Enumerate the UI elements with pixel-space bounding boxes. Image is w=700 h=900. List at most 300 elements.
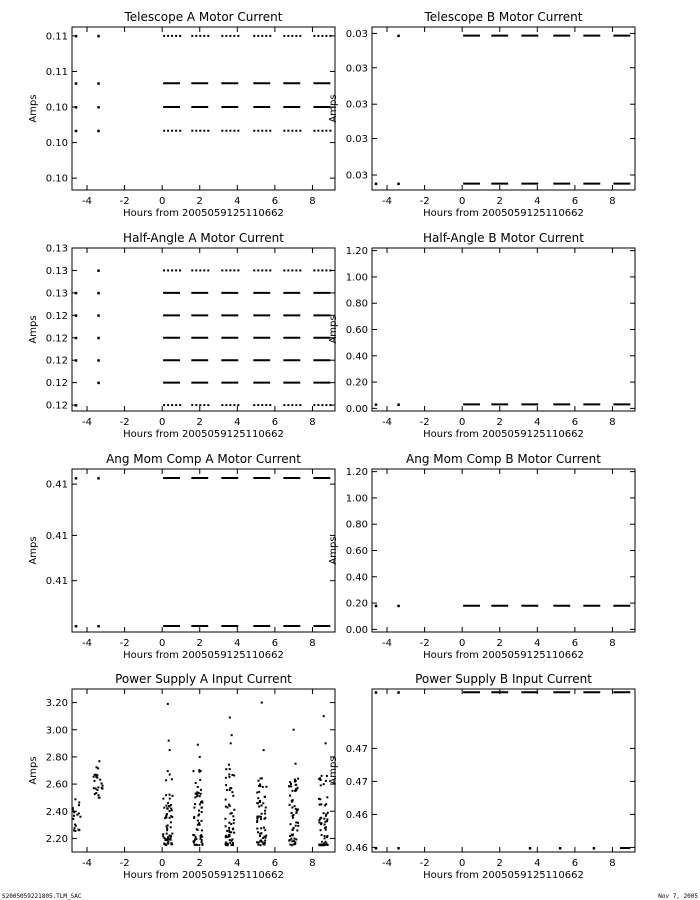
- data-point: [75, 359, 78, 362]
- data-point: [167, 269, 169, 271]
- data-point: [323, 818, 325, 820]
- data-point: [299, 404, 301, 406]
- x-tick-label: -4: [82, 858, 93, 869]
- data-point: [77, 829, 79, 831]
- data-point: [195, 782, 197, 784]
- data-point: [198, 792, 200, 794]
- x-tick-label: -4: [382, 858, 393, 869]
- x-tick-label: 6: [571, 196, 579, 207]
- plot-frame: [72, 689, 335, 852]
- data-point: [167, 130, 169, 132]
- data-point: [201, 829, 203, 831]
- data-point: [232, 828, 234, 830]
- data-point: [193, 816, 195, 818]
- plot-frame: [72, 469, 335, 632]
- data-point: [321, 775, 323, 777]
- data-point: [171, 404, 173, 406]
- data-point: [265, 837, 267, 839]
- data-point: [294, 805, 296, 807]
- data-point: [229, 768, 231, 770]
- data-point: [375, 183, 378, 186]
- data-point: [221, 130, 223, 132]
- data-point: [326, 843, 328, 845]
- data-point: [75, 292, 78, 295]
- data-point: [324, 823, 326, 825]
- data-point: [167, 836, 169, 838]
- y-tick-label: 0.60: [345, 325, 368, 336]
- data-point: [203, 35, 205, 37]
- x-axis-label: Hours from 2005059125110662: [123, 870, 284, 881]
- x-tick-label: -4: [382, 638, 393, 649]
- data-point: [233, 35, 235, 37]
- data-point: [265, 835, 267, 837]
- data-point: [326, 818, 328, 820]
- data-point: [320, 784, 322, 786]
- data-point: [313, 130, 315, 132]
- chart-panel-2: [328, 10, 635, 219]
- data-point: [179, 35, 181, 37]
- y-tick-label: 0.03: [345, 170, 368, 182]
- data-point: [200, 801, 202, 803]
- data-point: [200, 834, 202, 836]
- data-point: [95, 792, 97, 794]
- data-point: [98, 760, 100, 762]
- data-point: [295, 812, 297, 814]
- data-point: [199, 824, 201, 826]
- data-point: [324, 837, 326, 839]
- data-point: [162, 833, 164, 835]
- x-tick-label: 6: [571, 638, 579, 649]
- data-point: [287, 404, 289, 406]
- data-point: [233, 404, 235, 406]
- data-point: [257, 269, 259, 271]
- data-point: [199, 779, 201, 781]
- data-point: [256, 828, 258, 830]
- data-point: [313, 269, 315, 271]
- data-point: [224, 818, 226, 820]
- data-point: [207, 269, 209, 271]
- x-tick-label: 0: [158, 638, 166, 649]
- chart-title: Telescope B Motor Current: [424, 10, 583, 24]
- y-tick-label: 0.11: [45, 66, 68, 78]
- data-point: [192, 770, 194, 772]
- data-point: [101, 782, 103, 784]
- data-point: [265, 806, 267, 808]
- y-tick-label: 0.03: [345, 28, 368, 40]
- data-point: [97, 337, 100, 340]
- plot-frame: [372, 27, 635, 190]
- y-tick-label: 3.20: [45, 698, 68, 710]
- data-point: [318, 798, 320, 800]
- y-tick-label: 0.20: [345, 598, 368, 610]
- data-point: [75, 35, 78, 38]
- x-tick-label: 8: [309, 638, 316, 649]
- data-point: [375, 403, 378, 406]
- data-point: [256, 819, 258, 821]
- chart-title: Power Supply B Input Current: [415, 672, 592, 686]
- data-point: [199, 130, 201, 132]
- y-tick-label: 1.20: [345, 467, 368, 479]
- x-tick-label: 0: [458, 417, 466, 428]
- x-tick-label: -4: [382, 417, 393, 428]
- data-point: [264, 813, 266, 815]
- data-point: [95, 788, 97, 790]
- chart-title: Ang Mom Comp A Motor Current: [106, 452, 301, 466]
- data-point: [225, 843, 227, 845]
- data-point: [292, 817, 294, 819]
- data-point: [264, 840, 266, 842]
- data-point: [283, 404, 285, 406]
- data-point: [261, 805, 263, 807]
- data-point: [253, 269, 255, 271]
- data-point: [299, 269, 301, 271]
- data-point: [229, 789, 231, 791]
- data-point: [171, 816, 173, 818]
- data-point: [171, 130, 173, 132]
- data-point: [269, 35, 271, 37]
- y-tick-label: 0.80: [345, 298, 368, 310]
- x-tick-label: 0: [158, 858, 166, 869]
- data-point: [97, 269, 100, 272]
- data-point: [233, 819, 235, 821]
- x-axis-label: Hours from 2005059125110662: [123, 429, 284, 440]
- data-point: [221, 269, 223, 271]
- data-point: [75, 130, 78, 133]
- x-tick-label: 2: [496, 858, 503, 869]
- data-point: [237, 269, 239, 271]
- y-tick-label: 2.60: [45, 779, 68, 791]
- data-point: [295, 825, 297, 827]
- data-point: [237, 35, 239, 37]
- data-point: [201, 841, 203, 843]
- y-tick-label: 0.13: [45, 288, 68, 300]
- data-point: [226, 844, 228, 846]
- data-point: [191, 130, 193, 132]
- x-tick-label: -2: [419, 417, 430, 428]
- data-point: [195, 130, 197, 132]
- x-tick-label: 4: [534, 196, 541, 207]
- data-point: [318, 843, 320, 845]
- data-point: [292, 834, 294, 836]
- data-point: [265, 35, 267, 37]
- data-point: [295, 784, 297, 786]
- data-point: [321, 130, 323, 132]
- x-tick-label: 8: [609, 417, 616, 428]
- data-point: [194, 796, 196, 798]
- x-tick-label: 8: [309, 417, 316, 428]
- data-point: [229, 35, 231, 37]
- data-point: [229, 269, 231, 271]
- x-tick-label: 4: [534, 417, 541, 428]
- x-tick-label: -2: [119, 417, 130, 428]
- data-point: [295, 838, 297, 840]
- data-point: [197, 815, 199, 817]
- data-point: [191, 269, 193, 271]
- data-point: [78, 801, 80, 803]
- data-point: [166, 813, 168, 815]
- data-point: [233, 130, 235, 132]
- data-point: [225, 799, 227, 801]
- data-point: [229, 787, 231, 789]
- data-point: [326, 835, 328, 837]
- y-tick-label: 0.41: [45, 576, 68, 588]
- data-point: [265, 269, 267, 271]
- footer-date: Nov 7, 2005: [658, 893, 698, 900]
- data-point: [293, 840, 295, 842]
- data-point: [329, 35, 331, 37]
- x-tick-label: 2: [196, 858, 203, 869]
- y-axis-label: Amps: [328, 315, 339, 344]
- data-point: [323, 783, 325, 785]
- y-tick-label: 0.47: [345, 776, 368, 788]
- data-point: [171, 809, 173, 811]
- data-point: [225, 806, 227, 808]
- data-point: [295, 269, 297, 271]
- x-tick-label: 4: [534, 858, 541, 869]
- data-point: [75, 625, 78, 628]
- data-point: [221, 35, 223, 37]
- data-point: [171, 778, 173, 780]
- data-point: [207, 404, 209, 406]
- data-point: [162, 798, 164, 800]
- data-point: [289, 804, 291, 806]
- y-axis-label: Amps: [328, 94, 339, 123]
- plot-frame: [372, 469, 635, 632]
- y-tick-label: 0.20: [345, 377, 368, 389]
- y-tick-label: 1.20: [345, 246, 368, 258]
- data-point: [195, 404, 197, 406]
- data-point: [199, 756, 201, 758]
- data-point: [227, 807, 229, 809]
- data-point: [288, 840, 290, 842]
- data-point: [265, 130, 267, 132]
- data-point: [257, 404, 259, 406]
- data-point: [166, 833, 168, 835]
- data-point: [199, 269, 201, 271]
- y-tick-label: 0.13: [45, 243, 68, 255]
- x-tick-label: 4: [234, 638, 241, 649]
- data-point: [192, 834, 194, 836]
- data-point: [163, 837, 165, 839]
- x-axis-label: Hours from 2005059125110662: [123, 208, 284, 219]
- data-point: [225, 35, 227, 37]
- data-point: [99, 797, 101, 799]
- data-point: [291, 829, 293, 831]
- data-point: [329, 269, 331, 271]
- y-tick-label: 0.46: [345, 809, 368, 821]
- data-point: [194, 803, 196, 805]
- y-tick-label: 0.46: [345, 842, 368, 854]
- data-point: [269, 130, 271, 132]
- data-point: [321, 35, 323, 37]
- data-point: [179, 269, 181, 271]
- data-point: [323, 812, 325, 814]
- data-point: [233, 809, 235, 811]
- data-point: [321, 841, 323, 843]
- x-tick-label: 4: [534, 638, 541, 649]
- data-point: [167, 802, 169, 804]
- data-point: [162, 835, 164, 837]
- data-point: [233, 832, 235, 834]
- data-point: [292, 799, 294, 801]
- chart-title: Ang Mom Comp B Motor Current: [406, 452, 601, 466]
- chart-panel-6: [328, 452, 635, 661]
- data-point: [201, 820, 203, 822]
- data-point: [258, 806, 260, 808]
- data-point: [166, 828, 168, 830]
- data-point: [169, 810, 171, 812]
- data-point: [79, 816, 81, 818]
- data-point: [323, 715, 325, 717]
- data-point: [75, 825, 77, 827]
- x-axis-label: Hours from 2005059125110662: [423, 429, 584, 440]
- data-point: [269, 269, 271, 271]
- data-point: [264, 817, 266, 819]
- data-point: [228, 822, 230, 824]
- data-point: [199, 795, 201, 797]
- data-point: [258, 791, 260, 793]
- data-point: [559, 847, 562, 850]
- data-point: [325, 130, 327, 132]
- data-point: [203, 404, 205, 406]
- data-point: [257, 35, 259, 37]
- data-point: [97, 106, 100, 109]
- data-point: [225, 836, 227, 838]
- data-point: [261, 702, 263, 704]
- y-axis-label: Amps: [28, 315, 39, 344]
- data-point: [283, 269, 285, 271]
- data-point: [167, 703, 169, 705]
- data-point: [317, 130, 319, 132]
- data-point: [93, 776, 95, 778]
- data-point: [203, 269, 205, 271]
- data-point: [232, 842, 234, 844]
- data-point: [326, 820, 328, 822]
- x-tick-label: 2: [196, 638, 203, 649]
- data-point: [97, 314, 100, 317]
- data-point: [397, 605, 400, 608]
- x-tick-label: 8: [609, 858, 616, 869]
- data-point: [291, 790, 293, 792]
- data-point: [75, 82, 78, 85]
- x-tick-label: -2: [419, 638, 430, 649]
- data-point: [295, 35, 297, 37]
- data-point: [325, 742, 327, 744]
- data-point: [256, 802, 258, 804]
- data-point: [75, 404, 78, 407]
- data-point: [262, 843, 264, 845]
- data-point: [163, 35, 165, 37]
- data-point: [297, 787, 299, 789]
- data-point: [397, 691, 400, 694]
- data-point: [197, 829, 199, 831]
- data-point: [291, 35, 293, 37]
- data-point: [99, 779, 101, 781]
- data-point: [231, 838, 233, 840]
- data-point: [197, 786, 199, 788]
- data-point: [324, 804, 326, 806]
- data-point: [259, 833, 261, 835]
- data-point: [253, 404, 255, 406]
- data-point: [325, 404, 327, 406]
- data-point: [324, 835, 326, 837]
- data-point: [257, 130, 259, 132]
- x-tick-label: 0: [458, 196, 466, 207]
- x-tick-label: 2: [196, 196, 203, 207]
- data-point: [195, 836, 197, 838]
- x-tick-label: 6: [271, 417, 279, 428]
- x-tick-label: 0: [458, 638, 466, 649]
- data-point: [97, 82, 100, 85]
- data-point: [93, 780, 95, 782]
- data-point: [325, 269, 327, 271]
- data-point: [165, 815, 167, 817]
- y-tick-label: 0.12: [45, 310, 68, 322]
- y-tick-label: 0.00: [345, 403, 368, 415]
- x-tick-label: -2: [119, 196, 130, 207]
- y-tick-label: 0.11: [45, 31, 68, 43]
- data-point: [165, 779, 167, 781]
- data-point: [320, 803, 322, 805]
- y-tick-label: 2.20: [45, 833, 68, 845]
- data-point: [259, 800, 261, 802]
- y-axis-label: Amps: [328, 756, 339, 785]
- y-axis-label: Amps: [28, 94, 39, 123]
- data-point: [326, 796, 328, 798]
- data-point: [321, 269, 323, 271]
- data-point: [397, 183, 400, 186]
- plot-frame: [72, 248, 335, 411]
- x-tick-label: -2: [419, 858, 430, 869]
- data-point: [291, 840, 293, 842]
- data-point: [97, 786, 99, 788]
- data-point: [165, 844, 167, 846]
- data-point: [97, 35, 100, 38]
- data-point: [232, 815, 234, 817]
- x-tick-label: 8: [609, 196, 616, 207]
- data-point: [292, 814, 294, 816]
- data-point: [201, 843, 203, 845]
- data-point: [261, 269, 263, 271]
- y-tick-label: 0.41: [45, 479, 68, 491]
- data-point: [321, 844, 323, 846]
- x-axis-label: Hours from 2005059125110662: [423, 870, 584, 881]
- data-point: [263, 827, 265, 829]
- data-point: [319, 818, 321, 820]
- data-point: [253, 35, 255, 37]
- data-point: [375, 691, 378, 694]
- data-point: [257, 844, 259, 846]
- data-point: [259, 785, 261, 787]
- data-point: [199, 803, 201, 805]
- data-point: [196, 793, 198, 795]
- chart-panel-4: [328, 231, 635, 440]
- x-tick-label: 8: [309, 196, 316, 207]
- data-point: [260, 816, 262, 818]
- data-point: [290, 783, 292, 785]
- y-tick-label: 0.13: [45, 265, 68, 277]
- data-point: [207, 130, 209, 132]
- data-point: [195, 269, 197, 271]
- data-point: [191, 35, 193, 37]
- data-point: [297, 822, 299, 824]
- data-point: [263, 749, 265, 751]
- data-point: [166, 807, 168, 809]
- data-point: [265, 404, 267, 406]
- data-point: [262, 837, 264, 839]
- x-tick-label: 6: [271, 638, 279, 649]
- data-point: [325, 780, 327, 782]
